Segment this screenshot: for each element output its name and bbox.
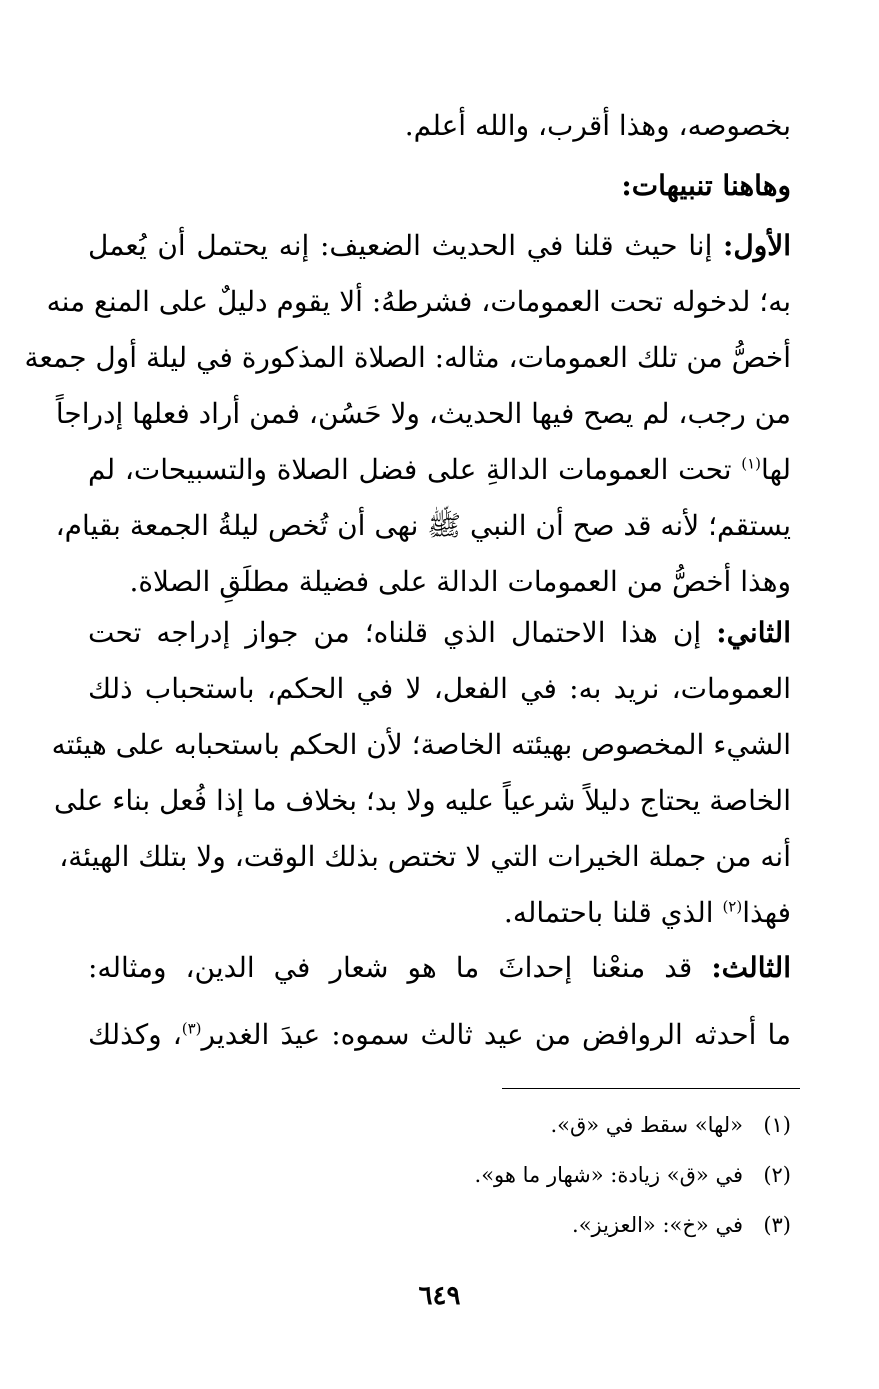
- footnote: [88, 1210, 791, 1240]
- body-line: [24, 330, 791, 386]
- line-text: العمومات، نريد به: في الفعل، لا في الحكم، باستحباب ذلك: [88, 672, 792, 705]
- line-text-after: ، وكذلك: [88, 1018, 182, 1051]
- line-text: أخصُّ من تلك العمومات، مثاله: الصلاة المذكورة في ليلة أول جمعة: [24, 341, 791, 374]
- footnote-number: (٣): [763, 1213, 791, 1237]
- body-line: [88, 605, 791, 661]
- heading-text: وهاهنا تنبيهات:: [621, 169, 791, 202]
- footnote-marker: (١): [741, 454, 762, 473]
- line-text: بخصوصه، وهذا أقرب، والله أعلم.: [404, 109, 791, 142]
- body-line: [46, 274, 791, 330]
- page-number: ٦٤٩: [418, 1281, 461, 1311]
- line-text: من رجب، لم يصح فيها الحديث، ولا حَسُن، فمن أراد فعلها إدراجاً: [55, 397, 791, 430]
- footnote-text: في «خ»: «العزيز».: [572, 1213, 743, 1237]
- body-line: [88, 885, 791, 941]
- footnote-text: «لها» سقط في «ق».: [550, 1113, 743, 1137]
- line-text-after: تحت العمومات الدالةِ على فضل الصلاة والتسبيحات، لم: [88, 453, 742, 486]
- point-label-first: الأول:: [723, 229, 791, 262]
- body-line: [59, 829, 791, 885]
- body-line: [88, 1007, 791, 1063]
- line-text: أنه من جملة الخيرات التي لا تختص بذلك الوقت، ولا بتلك الهيئة،: [59, 840, 791, 873]
- line-text: لها: [761, 453, 791, 486]
- body-line: [55, 498, 791, 554]
- body-line: [51, 717, 791, 773]
- line-text: وهذا أخصُّ من العمومات الدالة على فضيلة مطلَقِ الصلاة.: [129, 565, 791, 598]
- body-line: [88, 98, 791, 154]
- body-line: [88, 442, 791, 498]
- line-text: فهذا: [742, 896, 791, 929]
- line-text: إنا حيث قلنا في الحديث الضعيف: إنه يحتمل أن يُعمل: [88, 229, 724, 262]
- footnote-number: (١): [763, 1113, 791, 1137]
- footnote: [88, 1160, 791, 1190]
- point-label-third: الثالث:: [711, 951, 791, 984]
- body-line: [88, 218, 791, 274]
- line-text: قد منعْنا إحداثَ ما هو شعار في الدين، ومثاله:: [88, 951, 712, 984]
- line-text: إن هذا الاحتمال الذي قلناه؛ من جواز إدراجه تحت: [88, 616, 717, 649]
- footnote-text: في «ق» زيادة: «شهار ما هو».: [474, 1163, 743, 1187]
- footnote-separator: [502, 1088, 800, 1089]
- line-text: الخاصة يحتاج دليلاً شرعياً عليه ولا بد؛ بخلاف ما إذا فُعل بناء على: [53, 784, 791, 817]
- section-heading: [88, 158, 791, 214]
- body-line: [88, 661, 791, 717]
- body-line: [88, 554, 791, 610]
- line-text-after: الذي قلنا باحتماله.: [503, 896, 723, 929]
- line-text: الشيء المخصوص بهيئته الخاصة؛ لأن الحكم باستحبابه على هيئته: [51, 728, 791, 761]
- footnote: [88, 1110, 791, 1140]
- line-text: به؛ لدخوله تحت العمومات، فشرطهُ: ألا يقوم دليلٌ على المنع منه: [46, 285, 791, 318]
- point-label-second: الثاني:: [716, 616, 791, 649]
- footnote-marker: (٢): [722, 897, 743, 916]
- line-text: يستقم؛ لأنه قد صح أن النبي ﷺ نهى أن تُخص ليلةُ الجمعة بقيام،: [55, 509, 791, 542]
- body-line: [88, 940, 791, 996]
- footnote-number: (٢): [763, 1163, 791, 1187]
- body-line: [55, 386, 791, 442]
- line-text: ما أحدثه الروافض من عيد ثالث سموه: عيدَ الغدير: [201, 1018, 791, 1051]
- footnote-marker: (٣): [181, 1019, 202, 1038]
- body-line: [53, 773, 791, 829]
